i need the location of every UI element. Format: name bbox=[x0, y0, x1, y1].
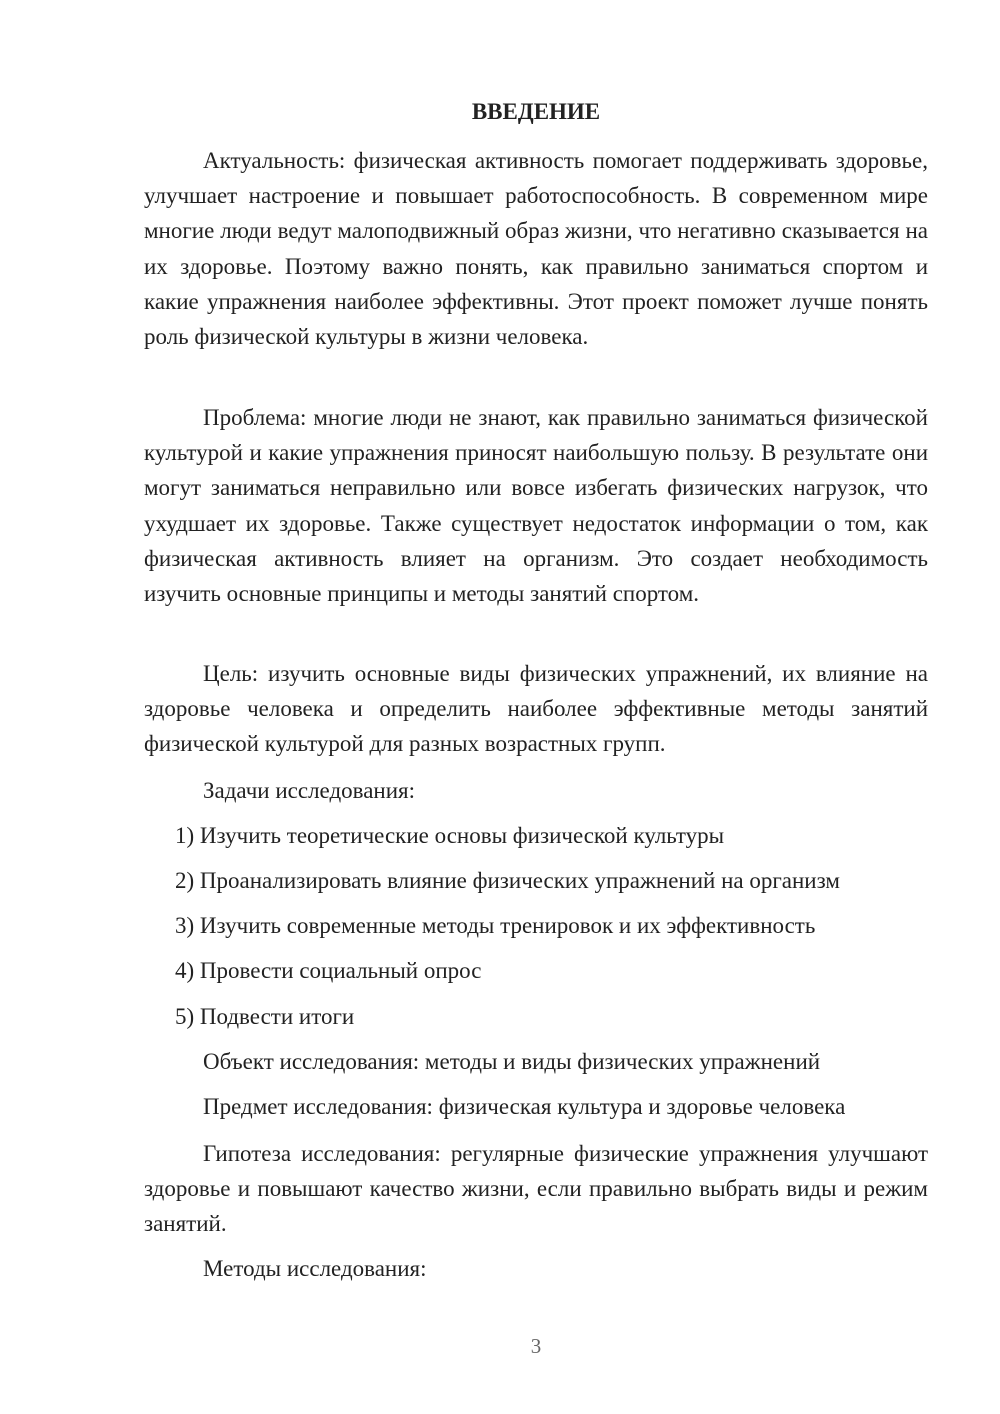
task-item-2: 2) Проанализировать влияние физических упражнений на организм bbox=[175, 868, 840, 893]
task-item-5: 5) Подвести итоги bbox=[175, 1004, 355, 1029]
methods-heading: Методы исследования: bbox=[203, 1256, 427, 1281]
paragraph-goal: Цель: изучить основные виды физических упражнений, их влияние на здоровье человека и определить наиболее эффективные методы занятий физической культурой для разных возрастных групп. bbox=[144, 661, 928, 757]
task-item-4: 4) Провести социальный опрос bbox=[175, 958, 482, 983]
page-title: ВВЕДЕНИЕ bbox=[471, 99, 601, 124]
task-item-1: 1) Изучить теоретические основы физической культуры bbox=[175, 823, 725, 848]
paragraph-hypothesis: Гипотеза исследования: регулярные физические упражнения улучшают здоровье и повышают качество жизни, если правильно выбрать виды и режим занятий. bbox=[144, 1141, 928, 1237]
research-subject: Предмет исследования: физическая культура и здоровье человека bbox=[203, 1094, 846, 1119]
task-item-3: 3) Изучить современные методы тренировок и их эффективность bbox=[175, 913, 816, 938]
paragraph-relevance: Актуальность: физическая активность помогает поддерживать здоровье, улучшает настроение и повышает работоспособность. В современном мире многие люди ведут малоподвижный образ жизни, что негативно сказывается на их здоровье. Поэтому важно понять, как правильно заниматься спортом и какие упражнения наиболее эффективны. Этот проект поможет лучше понять роль физической культуры в жизни человека. bbox=[144, 148, 928, 350]
tasks-heading: Задачи исследования: bbox=[203, 778, 416, 803]
page-number: 3 bbox=[530, 1334, 542, 1358]
research-object: Объект исследования: методы и виды физических упражнений bbox=[203, 1049, 821, 1074]
paragraph-problem: Проблема: многие люди не знают, как правильно заниматься физической культурой и какие упражнения приносят наибольшую пользу. В результате они могут заниматься неправильно или вовсе избегать физических нагрузок, что ухудшает их здоровье. Также существует недостаток информации о том, как физическая активность влияет на организм. Это создает необходимость изучить основные принципы и методы занятий спортом. bbox=[144, 405, 928, 607]
